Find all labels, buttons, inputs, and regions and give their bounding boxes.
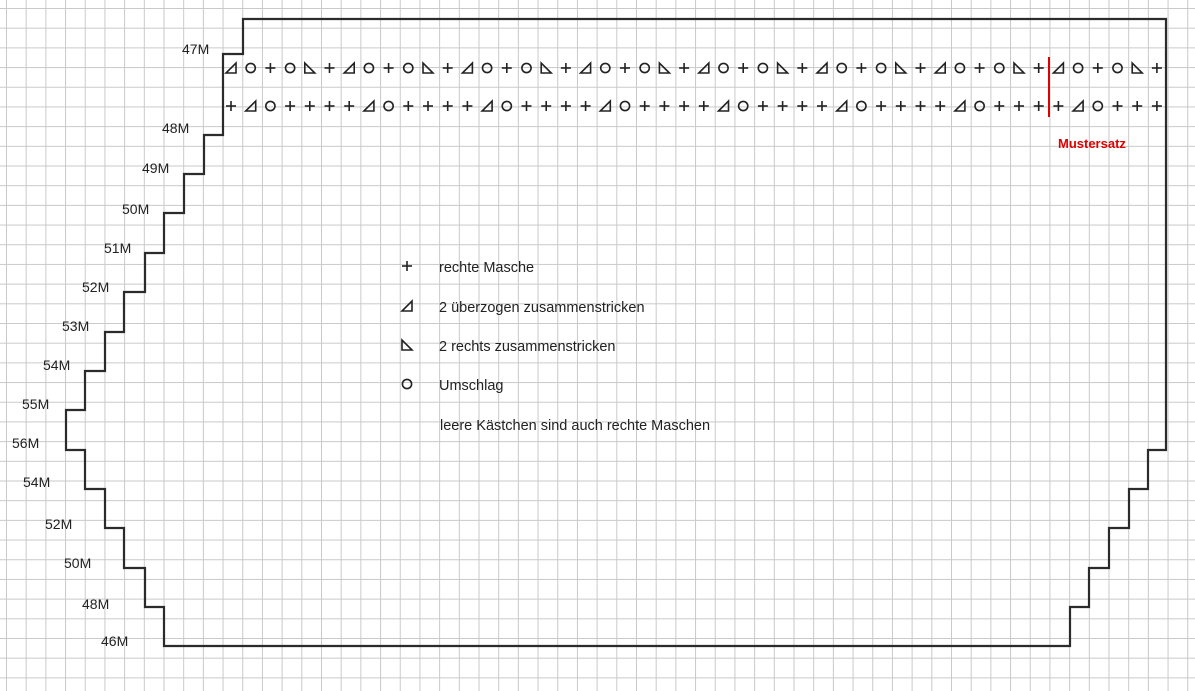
decrease-right-icon bbox=[1132, 63, 1142, 73]
yarn-over-icon bbox=[640, 63, 649, 72]
knit-icon bbox=[285, 101, 295, 111]
knit-icon bbox=[561, 101, 571, 111]
knit-icon bbox=[1152, 101, 1162, 111]
knit-icon bbox=[896, 101, 906, 111]
stitch-label: 53M bbox=[62, 318, 90, 334]
decrease-left-icon bbox=[699, 63, 709, 73]
knit-icon bbox=[994, 101, 1004, 111]
pattern-row-1 bbox=[226, 63, 1162, 73]
stitch-label: 56M bbox=[12, 435, 40, 451]
yarn-over-icon bbox=[837, 63, 846, 72]
piece-outline bbox=[66, 19, 1166, 646]
legend-item-label: rechte Masche bbox=[439, 260, 535, 276]
decrease-left-icon bbox=[246, 101, 256, 111]
pattern-repeat-label: Mustersatz bbox=[1058, 136, 1126, 151]
knit-icon bbox=[916, 63, 926, 73]
knit-icon bbox=[1053, 101, 1063, 111]
yarn-over-icon bbox=[719, 63, 728, 72]
decrease-right-icon bbox=[896, 63, 906, 73]
stitch-label: 50M bbox=[122, 201, 150, 217]
yarn-over-icon bbox=[857, 101, 866, 110]
yarn-over-icon bbox=[955, 63, 964, 72]
knit-icon bbox=[443, 101, 453, 111]
yarn-over-icon bbox=[1113, 63, 1122, 72]
stitch-label: 54M bbox=[23, 474, 51, 490]
knit-icon bbox=[462, 101, 472, 111]
yarn-over-icon bbox=[286, 63, 295, 72]
stitch-label: 49M bbox=[142, 160, 170, 176]
decrease-left-icon bbox=[837, 101, 847, 111]
yarn-over-icon bbox=[384, 101, 393, 110]
decrease-right-icon bbox=[1014, 63, 1024, 73]
knit-icon bbox=[699, 101, 709, 111]
pattern-row-2 bbox=[226, 101, 1162, 111]
knit-icon bbox=[1014, 101, 1024, 111]
knit-icon bbox=[502, 63, 512, 73]
knit-icon bbox=[758, 101, 768, 111]
knit-icon bbox=[265, 63, 275, 73]
knit-icon bbox=[423, 101, 433, 111]
yarn-over-icon bbox=[502, 101, 511, 110]
yarn-over-icon bbox=[877, 63, 886, 72]
stitch-label: 48M bbox=[162, 120, 190, 136]
knit-icon bbox=[738, 63, 748, 73]
knit-icon bbox=[1093, 63, 1103, 73]
decrease-right-icon bbox=[778, 63, 788, 73]
decrease-right-icon bbox=[305, 63, 315, 73]
yarn-over-icon bbox=[364, 63, 373, 72]
decrease-left-icon bbox=[719, 101, 729, 111]
decrease-right-icon bbox=[423, 63, 433, 73]
legend-item-label: 2 überzogen zusammenstricken bbox=[439, 300, 645, 316]
knit-icon bbox=[916, 101, 926, 111]
decrease-left-icon bbox=[581, 63, 591, 73]
knit-icon bbox=[384, 63, 394, 73]
knit-icon bbox=[1152, 63, 1162, 73]
knit-icon bbox=[1034, 63, 1044, 73]
knit-icon bbox=[975, 63, 985, 73]
yarn-over-icon bbox=[1093, 101, 1102, 110]
stitch-label: 52M bbox=[45, 516, 73, 532]
knit-icon bbox=[817, 101, 827, 111]
knit-icon bbox=[403, 101, 413, 111]
knit-icon bbox=[541, 101, 551, 111]
knit-icon bbox=[305, 101, 315, 111]
stitch-label: 52M bbox=[82, 279, 110, 295]
yarn-over-icon bbox=[402, 379, 411, 388]
knit-icon bbox=[640, 101, 650, 111]
legend-item-label: Umschlag bbox=[439, 378, 504, 394]
knit-icon bbox=[226, 101, 236, 111]
legend-decrease-left-icon bbox=[402, 301, 412, 311]
decrease-left-icon bbox=[364, 101, 374, 111]
knit-icon bbox=[522, 101, 532, 111]
yarn-over-icon bbox=[739, 101, 748, 110]
knit-icon bbox=[679, 63, 689, 73]
knit-icon bbox=[443, 63, 453, 73]
knit-icon bbox=[856, 63, 866, 73]
decrease-right-icon bbox=[402, 340, 412, 350]
decrease-left-icon bbox=[955, 101, 965, 111]
stitch-label: 54M bbox=[43, 357, 71, 373]
legend-decrease-right-icon bbox=[402, 340, 412, 350]
legend-note: leere Kästchen sind auch rechte Maschen bbox=[440, 418, 711, 434]
decrease-left-icon bbox=[817, 63, 827, 73]
knit-icon bbox=[935, 101, 945, 111]
decrease-left-icon bbox=[344, 63, 354, 73]
decrease-left-icon bbox=[482, 101, 492, 111]
knit-icon bbox=[797, 63, 807, 73]
stitch-label: 50M bbox=[64, 555, 92, 571]
yarn-over-icon bbox=[601, 63, 610, 72]
stitch-label: 47M bbox=[182, 41, 210, 57]
legend-yarn-over-icon bbox=[402, 379, 411, 388]
decrease-left-icon bbox=[402, 301, 412, 311]
yarn-over-icon bbox=[266, 101, 275, 110]
legend bbox=[402, 260, 710, 434]
stitch-label: 55M bbox=[22, 396, 50, 412]
knit-icon bbox=[402, 261, 412, 271]
knit-icon bbox=[581, 101, 591, 111]
yarn-over-icon bbox=[483, 63, 492, 72]
stitch-label: 48M bbox=[82, 596, 110, 612]
yarn-over-icon bbox=[975, 101, 984, 110]
knit-icon bbox=[778, 101, 788, 111]
knit-icon bbox=[325, 101, 335, 111]
knit-icon bbox=[876, 101, 886, 111]
knit-icon bbox=[1132, 101, 1142, 111]
knit-icon bbox=[344, 101, 354, 111]
knit-icon bbox=[325, 63, 335, 73]
knit-icon bbox=[620, 63, 630, 73]
knit-icon bbox=[1034, 101, 1044, 111]
yarn-over-icon bbox=[620, 101, 629, 110]
decrease-right-icon bbox=[541, 63, 551, 73]
stitch-label: 46M bbox=[101, 633, 129, 649]
knit-icon bbox=[1113, 101, 1123, 111]
decrease-left-icon bbox=[600, 101, 610, 111]
stitch-label: 51M bbox=[104, 240, 132, 256]
legend-item-label: 2 rechts zusammenstricken bbox=[439, 339, 616, 355]
yarn-over-icon bbox=[404, 63, 413, 72]
decrease-right-icon bbox=[659, 63, 669, 73]
yarn-over-icon bbox=[246, 63, 255, 72]
knit-icon bbox=[797, 101, 807, 111]
yarn-over-icon bbox=[1074, 63, 1083, 72]
knit-icon bbox=[561, 63, 571, 73]
knit-icon bbox=[659, 101, 669, 111]
yarn-over-icon bbox=[995, 63, 1004, 72]
decrease-left-icon bbox=[1053, 63, 1063, 73]
knit-icon bbox=[679, 101, 689, 111]
decrease-left-icon bbox=[935, 63, 945, 73]
yarn-over-icon bbox=[758, 63, 767, 72]
yarn-over-icon bbox=[522, 63, 531, 72]
decrease-left-icon bbox=[1073, 101, 1083, 111]
legend-knit-icon bbox=[402, 261, 412, 271]
decrease-left-icon bbox=[462, 63, 472, 73]
decrease-left-icon bbox=[226, 63, 236, 73]
